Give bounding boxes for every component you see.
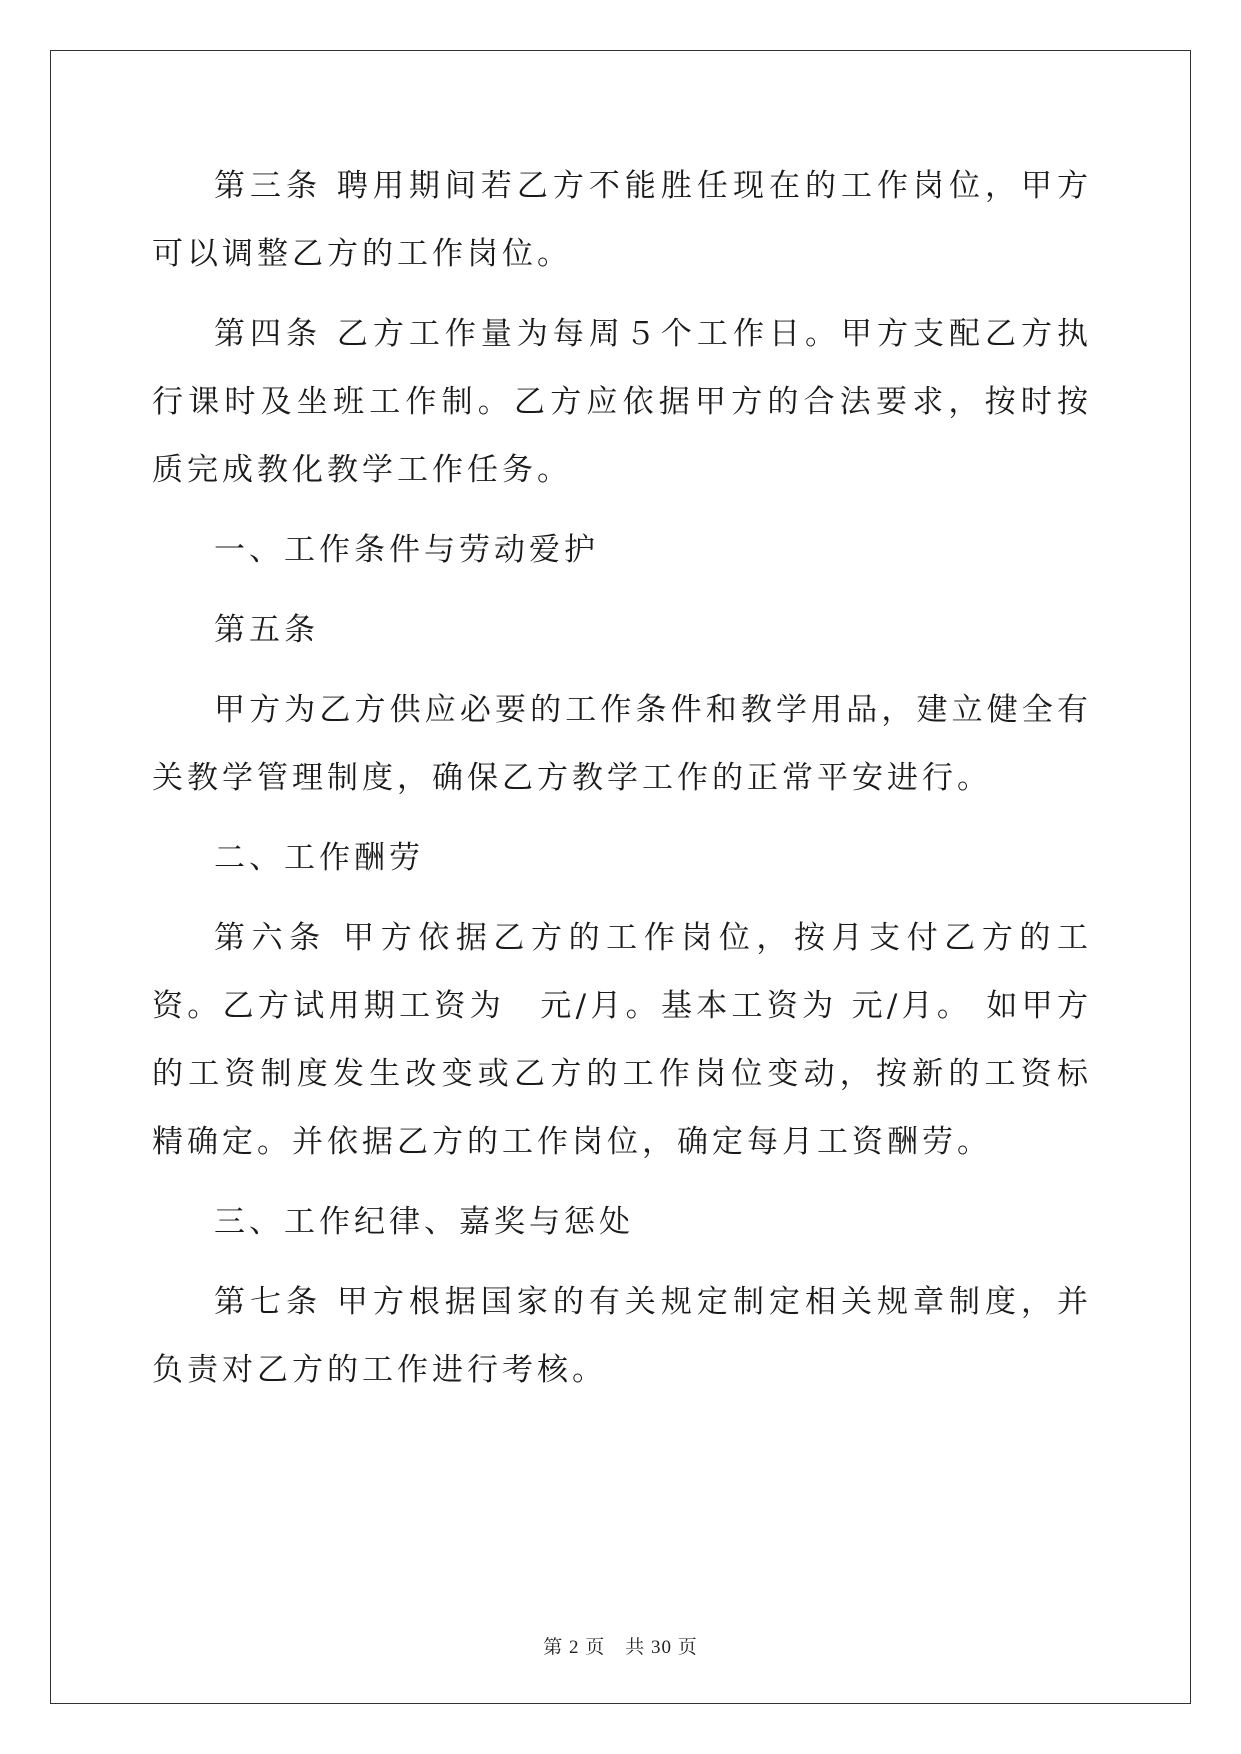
paragraph-article-6: 第六条 甲方依据乙方的工作岗位，按月支付乙方的工资。乙方试用期工资为 元/月。基本工资为 元/月。 如甲方的工资制度发生改变或乙方的工作岗位变动，按新的工资标精确定。并依据乙方的工作岗位，确定每月工资酬劳。 [152,920,1092,1160]
page-number-footer: 第 2 页 共 30 页 [543,1637,698,1658]
section-heading-work-conditions: 一、工作条件与劳动爱护 [214,532,599,568]
paragraph-article-4: 第四条 乙方工作量为每周５个工作日。甲方支配乙方执行课时及坐班工作制。乙方应依据甲方的合法要求，按时按质完成教化教学工作任务。 [152,316,1092,488]
paragraph-article-5: 甲方为乙方供应必要的工作条件和教学用品，建立健全有关教学管理制度，确保乙方教学工作的正常平安进行。 [152,692,1092,796]
paragraph-article-3: 第三条 聘用期间若乙方不能胜任现在的工作岗位，甲方可以调整乙方的工作岗位。 [152,168,1092,272]
paragraph-article-7: 第七条 甲方根据国家的有关规定制定相关规章制度，并负责对乙方的工作进行考核。 [152,1284,1092,1388]
section-heading-discipline: 三、工作纪律、嘉奖与惩处 [214,1204,634,1240]
document-body [152,152,1092,1416]
section-heading-compensation: 二、工作酬劳 [214,840,424,876]
paragraph-article-5-heading: 第五条 [214,612,319,648]
